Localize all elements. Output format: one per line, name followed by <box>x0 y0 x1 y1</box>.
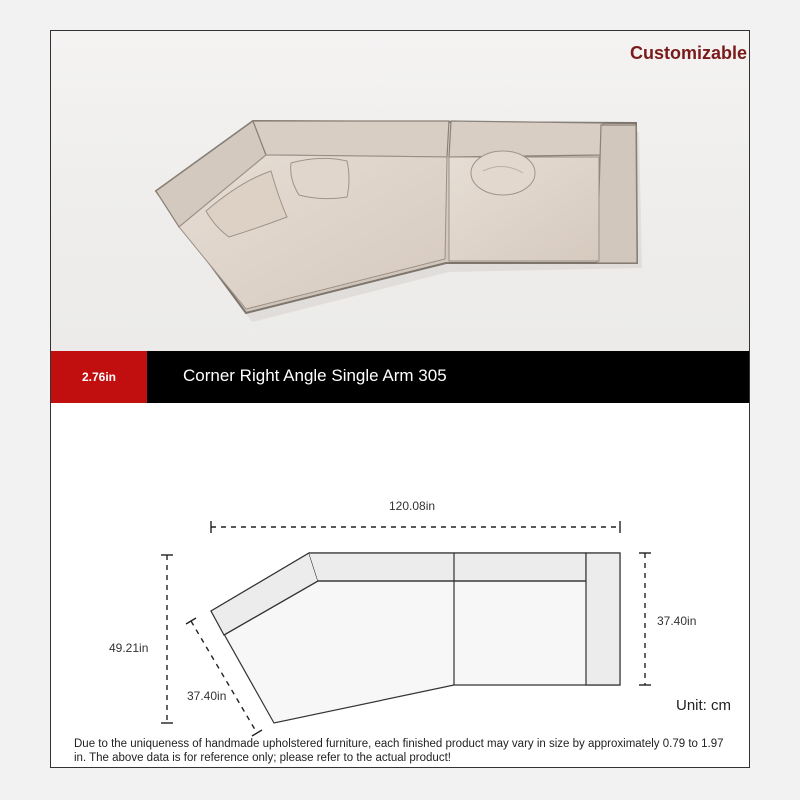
customizable-badge: Customizable <box>629 43 747 63</box>
pillow-middle <box>291 158 349 198</box>
right-seat-depth-label: 37.40in <box>657 614 697 628</box>
total-width-label: 120.08in <box>389 499 436 513</box>
title-banner <box>51 351 749 403</box>
disclaimer-note: Due to the uniqueness of handmade upholstered furniture, each finished product may vary in size by approximately 0.79 to 1.97 in. The above data is for reference only; please refer to the actual product! <box>74 738 724 764</box>
angled-seat-depth-label: 37.40in <box>187 689 227 703</box>
sofa-top-view-illustration <box>51 31 749 351</box>
product-title: Corner Right Angle Single Arm 305 <box>183 366 447 385</box>
sofa-photo <box>51 31 749 351</box>
pillow-round <box>471 151 535 195</box>
banner-accent-block <box>51 351 147 403</box>
sofa-outline-diagram <box>51 403 749 767</box>
product-card <box>50 30 750 768</box>
dimension-diagram <box>51 403 749 767</box>
unit-label: Unit: cm <box>675 697 731 714</box>
banner-left-label: 2.76in <box>81 370 117 384</box>
total-depth-label: 49.21in <box>109 641 149 655</box>
